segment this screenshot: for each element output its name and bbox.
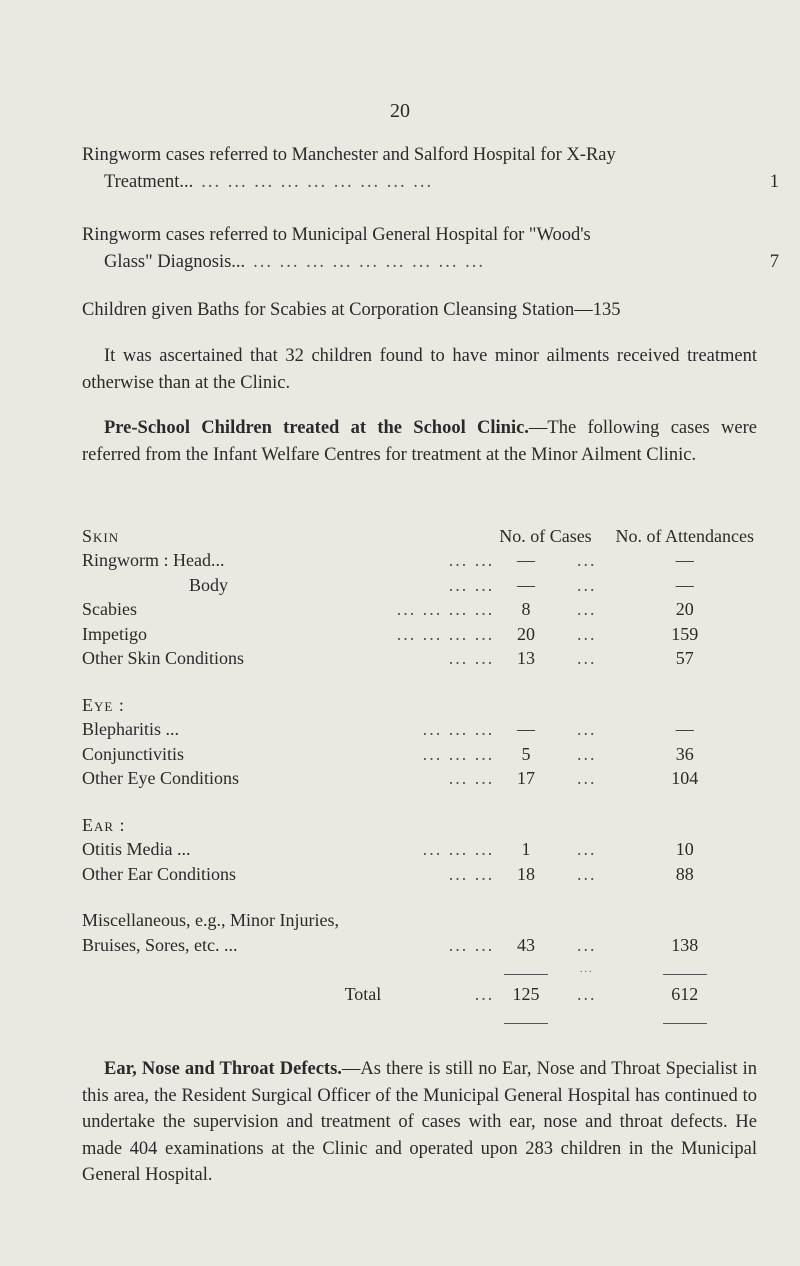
pre-school-heading: Pre-School Children treated at the School Clinic. bbox=[104, 418, 529, 438]
scabies-label: Scabies bbox=[82, 599, 137, 620]
other-skin-label: Other Skin Conditions bbox=[82, 648, 245, 669]
conjunctivitis-label: Conjunctivitis bbox=[82, 743, 185, 764]
otitis-label: Otitis Media ... bbox=[82, 839, 191, 860]
cell-value: 20 bbox=[517, 623, 536, 644]
cell-value: 1 bbox=[521, 839, 531, 860]
xray-treatment-label: Treatment... bbox=[104, 171, 194, 192]
woods-glass-line bbox=[82, 222, 779, 275]
cell-value: — bbox=[517, 574, 536, 595]
woods-glass-count: 7 bbox=[769, 251, 779, 272]
other-eye-label: Other Eye Conditions bbox=[82, 768, 239, 789]
total-cases: 125 bbox=[512, 983, 540, 1004]
ent-heading: Ear, Nose and Throat Defects. bbox=[104, 1059, 342, 1079]
rule-line bbox=[504, 1023, 548, 1024]
page-number: 20 bbox=[390, 100, 410, 122]
other-ear-label: Other Ear Conditions bbox=[82, 863, 236, 884]
cell-value: — bbox=[517, 719, 536, 740]
total-row: Total ... 125 ... 612 bbox=[82, 982, 754, 1007]
cell-value: 10 bbox=[675, 839, 694, 860]
table-row: Ringworm : Head... ... ... — ... — bbox=[82, 549, 754, 574]
table-row: Conjunctivitis ... ... ... 5 ... 36 bbox=[82, 742, 754, 767]
misc-label-1: Miscellaneous, e.g., Minor Injuries, bbox=[82, 910, 339, 931]
xray-referral-line bbox=[82, 142, 779, 195]
leader-dots: ... ... ... ... ... ... ... ... ... bbox=[253, 251, 486, 272]
cell-value: 43 bbox=[517, 934, 536, 955]
pre-school-table: Skin No. of Cases No. of Attendances Ringworm : Head... ... ... — ... — Body ... ... — ... — Scabies ... ... ... ... 8 ... 20 Impetigo ... ... ... ... 20 ... 159 Other Skin Conditions ... ... 13 ... 57 Eye : Blepharitis ... ... ... ... — ... — Conjunctivitis ... ... ... 5 ... 36 Other Eye Conditions ... ... 17 ... 104 Ear : Otitis Media ... ... ... ... 1 ... 10 Other Ear Conditions ... ... 18 ... 88 Miscellaneous, e.g., Minor Injuries, Bruises, Sores, etc. ... ... ... 43 ... 138 ... Total ... 125 ... 612 bbox=[82, 524, 754, 1031]
cell-value: 13 bbox=[517, 648, 536, 669]
col-attendances-header: No. of Attendances bbox=[615, 525, 754, 546]
leader-dots: ... ... ... ... ... ... ... ... ... bbox=[201, 171, 434, 192]
table-row: Other Ear Conditions ... ... 18 ... 88 bbox=[82, 862, 754, 887]
total-label: Total bbox=[344, 983, 382, 1004]
cell-value: 88 bbox=[675, 863, 694, 884]
cell-value: 138 bbox=[671, 934, 699, 955]
pre-school-text: —The following cases were referred from the Infant Welfare Centres for treatment at the Minor Ailment Clinic. bbox=[82, 418, 757, 465]
skin-heading: Skin bbox=[82, 525, 120, 546]
table-header-row bbox=[82, 524, 754, 549]
woods-glass-label: Glass" Diagnosis... bbox=[104, 251, 246, 272]
misc-label-2: Bruises, Sores, etc. ... bbox=[82, 934, 238, 955]
cell-value: 17 bbox=[517, 768, 536, 789]
cell-value: — bbox=[675, 550, 694, 571]
ent-paragraph bbox=[82, 1056, 757, 1189]
table-row: Otitis Media ... ... ... ... 1 ... 10 bbox=[82, 838, 754, 863]
ent-text: —As there is still no Ear, Nose and Throat Specialist in this area, the Resident Surgical Officer of the Municipal General Hospital has continued to undertake the supervision and treatment of cases with ear, nose and throat defects. He made 404 examinations at the Clinic and operated upon 283 children in the Municipal General Hospital. bbox=[82, 1059, 758, 1185]
cell-value: 5 bbox=[521, 743, 531, 764]
ear-heading: Ear : bbox=[82, 814, 126, 835]
impetigo-label: Impetigo bbox=[82, 623, 147, 644]
woods-glass-text: Ringworm cases referred to Municipal General Hospital for "Wood's bbox=[82, 225, 591, 245]
cell-value: 57 bbox=[675, 648, 694, 669]
scabies-baths-line: Children given Baths for Scabies at Corporation Cleansing Station—135 bbox=[82, 300, 621, 320]
table-row bbox=[82, 693, 754, 718]
table-row: Bruises, Sores, etc. ... ... ... 43 ... 138 bbox=[82, 933, 754, 958]
cell-value: 20 bbox=[675, 599, 694, 620]
cell-value: 159 bbox=[671, 623, 699, 644]
table-row: Scabies ... ... ... ... 8 ... 20 bbox=[82, 598, 754, 623]
blepharitis-label: Blepharitis ... bbox=[82, 719, 179, 740]
rule-line bbox=[663, 1023, 707, 1024]
rule-line bbox=[663, 974, 707, 975]
cell-value: 104 bbox=[671, 768, 699, 789]
cell-value: — bbox=[675, 574, 694, 595]
col-cases-header: No. of Cases bbox=[499, 525, 592, 546]
rule-line bbox=[504, 974, 548, 975]
eye-heading: Eye : bbox=[82, 694, 125, 715]
table-row: Other Skin Conditions ... ... 13 ... 57 bbox=[82, 647, 754, 672]
total-attendances: 612 bbox=[671, 983, 699, 1004]
table-row bbox=[82, 813, 754, 838]
ringworm-head-label: Ringworm : Head... bbox=[82, 550, 225, 571]
minor-ailments-paragraph: It was ascertained that 32 children found to have minor ailments received treatment otherwise than at the Clinic. bbox=[82, 346, 757, 393]
cell-value: — bbox=[517, 550, 536, 571]
cell-value: 36 bbox=[675, 743, 694, 764]
pre-school-paragraph bbox=[82, 415, 757, 468]
table-row: Other Eye Conditions ... ... 17 ... 104 bbox=[82, 767, 754, 792]
cell-value: — bbox=[675, 719, 694, 740]
ringworm-body-label: Body bbox=[189, 574, 229, 595]
table-row bbox=[82, 909, 754, 934]
table-row: Blepharitis ... ... ... ... — ... — bbox=[82, 718, 754, 743]
cell-value: 8 bbox=[521, 599, 531, 620]
table-row: Body ... ... — ... — bbox=[82, 573, 754, 598]
table-row: Impetigo ... ... ... ... 20 ... 159 bbox=[82, 622, 754, 647]
cell-value: 18 bbox=[517, 863, 536, 884]
xray-referral-text: Ringworm cases referred to Manchester and Salford Hospital for X-Ray bbox=[82, 145, 616, 165]
xray-count: 1 bbox=[769, 171, 779, 192]
